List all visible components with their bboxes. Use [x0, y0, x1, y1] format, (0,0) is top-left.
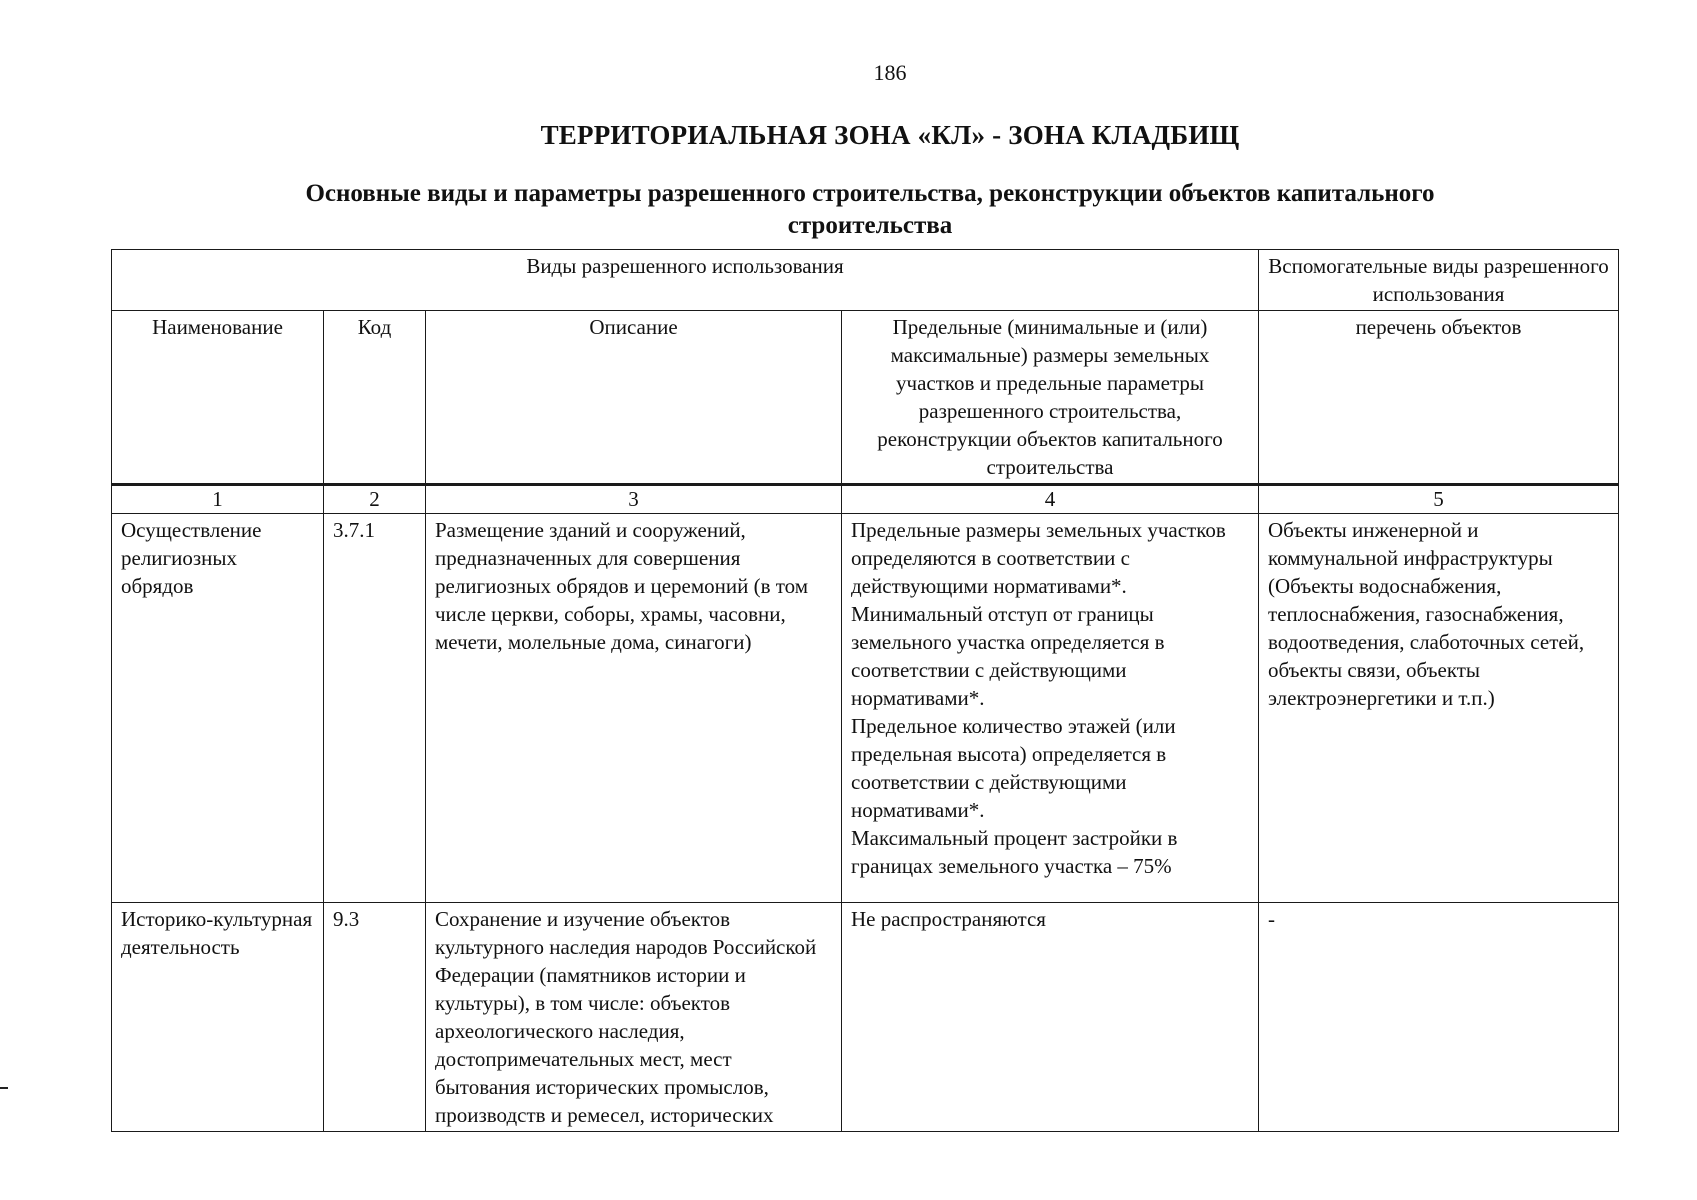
column-header-description: Описание [426, 311, 842, 485]
limit-item: Не распространяются [851, 907, 1046, 931]
limit-item: Максимальный процент застройки в границах земельного участка – 75% [851, 826, 1178, 878]
main-uses-header: Виды разрешенного использования [112, 250, 1259, 311]
use-description-cell: Сохранение и изучение объектов культурного наследия народов Российской Федерации (памятников истории и культуры), в том числе: объектов археологического наследия, достопримечательных мест, мест бытования исторических промыслов, производств и ремесел, исторических [426, 903, 842, 1132]
limit-item: Предельные размеры земельных участков определяются в соответствии с действующими нормативами*. [851, 518, 1226, 598]
group-header-row [112, 250, 1619, 311]
column-header-name: Наименование [112, 311, 324, 485]
use-limits-cell [842, 903, 1259, 1132]
auxiliary-objects-cell: - [1259, 903, 1619, 1132]
column-number: 2 [324, 485, 426, 514]
column-number: 1 [112, 485, 324, 514]
column-number: 3 [426, 485, 842, 514]
auxiliary-objects-cell: Объекты инженерной и коммунальной инфраструктуры (Объекты водоснабжения, теплоснабжения, газоснабжения, водоотведения, слаботочных сетей, объекты связи, объекты электроэнергетики и т.п.) [1259, 514, 1619, 903]
limit-item: Предельное количество этажей (или предельная высота) определяется в соответствии с действующими нормативами*. [851, 714, 1176, 822]
margin-mark [0, 1087, 8, 1089]
use-limits-cell [842, 514, 1259, 903]
column-header-code: Код [324, 311, 426, 485]
use-name-cell: Историко-культурная деятельность [112, 903, 324, 1132]
column-number: 5 [1259, 485, 1619, 514]
table-row [112, 514, 1619, 903]
column-number: 4 [842, 485, 1259, 514]
zone-title: ТЕРРИТОРИАЛЬНАЯ ЗОНА «КЛ» - ЗОНА КЛАДБИЩ [540, 120, 1240, 150]
auxiliary-uses-header: Вспомогательные виды разрешенного использования [1259, 250, 1619, 311]
table-row [112, 903, 1619, 1132]
column-header-row [112, 311, 1619, 485]
page-number: 186 [873, 60, 907, 85]
table-subtitle: Основные виды и параметры разрешенного строительства, реконструкции объектов капитального строительства [305, 180, 1435, 239]
use-code-cell: 3.7.1 [324, 514, 426, 903]
use-description-cell: Размещение зданий и сооружений, предназначенных для совершения религиозных обрядов и церемоний (в том числе церкви, соборы, храмы, часовни, мечети, молельные дома, синагоги) [426, 514, 842, 903]
use-name-cell: Осуществление религиозных обрядов [112, 514, 324, 903]
column-header-limits: Предельные (минимальные и (или) максимальные) размеры земельных участков и предельные параметры разрешенного строительства, реконструкции объектов капитального строительства [842, 311, 1259, 485]
use-code-cell: 9.3 [324, 903, 426, 1132]
column-number-row [112, 485, 1619, 514]
limit-item: Минимальный отступ от границы земельного участка определяется в соответствии с действующими нормативами*. [851, 602, 1165, 710]
column-header-objects: перечень объектов [1259, 311, 1619, 485]
land-use-table [111, 249, 1619, 1132]
